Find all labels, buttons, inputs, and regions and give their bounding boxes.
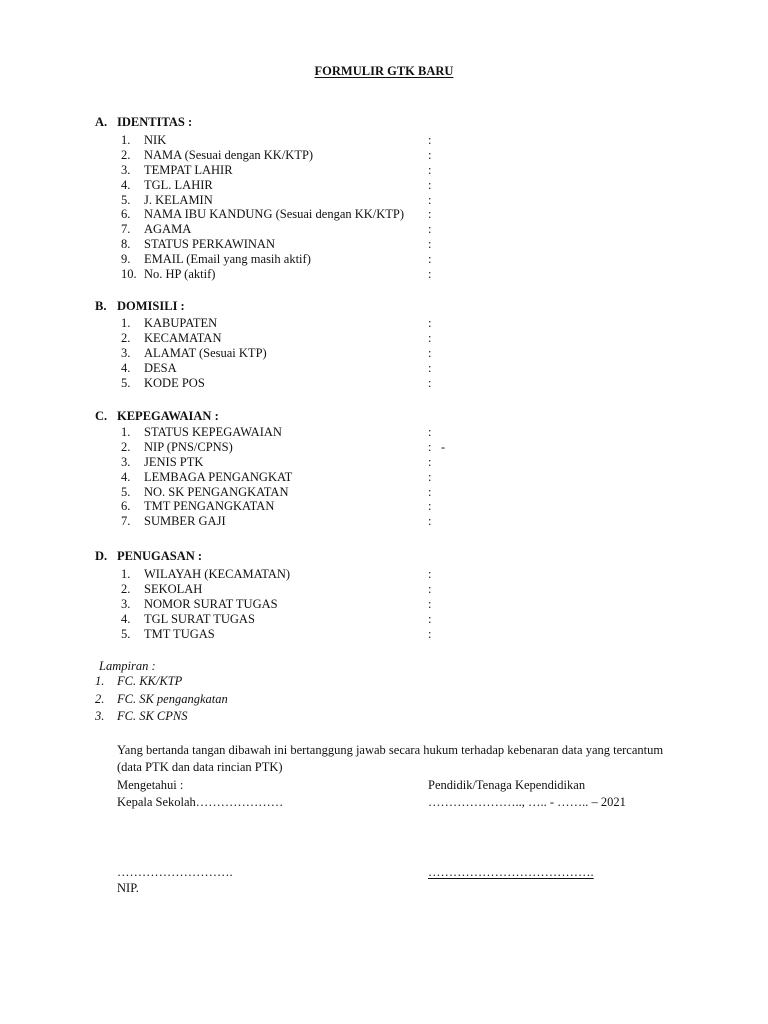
field-jenis-ptk	[0, 455, 768, 470]
field-colon: :	[428, 499, 432, 514]
field-label: JENIS PTK	[144, 454, 204, 469]
field-colon: :	[428, 267, 432, 282]
field-lembaga-pengangkat	[0, 470, 768, 485]
field-nomor-surat-tugas	[0, 597, 768, 612]
field-label: DESA	[144, 360, 177, 375]
field-label: KABUPATEN	[144, 316, 218, 330]
field-colon: :	[428, 611, 432, 626]
section-title: DOMISILI :	[117, 299, 185, 313]
section-title: KEPEGAWAIAN :	[117, 409, 219, 423]
signature-nip-row	[0, 880, 768, 896]
field-colon: :	[428, 162, 432, 177]
attachments-heading: Lampiran :	[99, 659, 156, 673]
field-label: WILAYAH (KECAMATAN)	[144, 567, 291, 581]
field-colon: :	[428, 514, 432, 529]
field-tempat-lahir	[0, 163, 768, 178]
field-alamat	[0, 346, 768, 361]
section-c-items	[0, 425, 768, 529]
section-title: PENUGASAN :	[117, 549, 203, 563]
field-label: ALAMAT (Sesuai KTP)	[144, 345, 267, 360]
item-number: 5.	[121, 192, 131, 207]
field-colon: :	[428, 207, 432, 222]
field-colon: :	[428, 469, 432, 484]
section-a-heading	[0, 115, 768, 130]
field-tmt-tugas	[0, 627, 768, 642]
section-d-heading	[0, 549, 768, 564]
item-number: 7.	[121, 514, 131, 529]
field-label: No. HP (aktif)	[144, 267, 216, 282]
field-kabupaten	[0, 316, 768, 331]
statement-line	[0, 759, 768, 776]
section-letter: D.	[95, 549, 108, 563]
item-number: 5.	[121, 375, 131, 390]
item-number: 4.	[121, 360, 131, 375]
left-signer-nip: NIP.	[117, 881, 139, 895]
section-letter: A.	[95, 115, 108, 129]
left-signature-line: ……………………….	[117, 865, 233, 879]
field-label: NOMOR SURAT TUGAS	[144, 596, 278, 611]
field-colon: :	[428, 581, 432, 596]
field-nip	[0, 440, 768, 455]
item-number: 8.	[121, 237, 131, 252]
field-nik	[0, 133, 768, 148]
field-desa	[0, 361, 768, 376]
field-colon: :	[428, 626, 432, 641]
attachment-item	[0, 673, 768, 691]
statement-text: Yang bertanda tangan dibawah ini bertanggung jawab secara hukum terhadap kebenaran data yang tercantum	[117, 743, 664, 757]
field-label: STATUS PERKAWINAN	[144, 237, 275, 252]
item-number: 5.	[121, 626, 131, 641]
field-tmt-pengangkatan	[0, 499, 768, 514]
item-number: 2.	[121, 147, 131, 162]
field-sumber-gaji	[0, 514, 768, 529]
item-number: 2.	[121, 439, 131, 454]
field-colon: :	[428, 375, 432, 390]
field-nama-ibu-kandung	[0, 207, 768, 222]
attachments-list	[0, 673, 768, 726]
field-no-sk-pengangkatan	[0, 485, 768, 500]
item-number: 3.	[121, 345, 131, 360]
field-tgl-surat-tugas	[0, 612, 768, 627]
item-number: 5.	[121, 484, 131, 499]
left-signer-role: Kepala Sekolah…………………	[117, 795, 284, 810]
field-colon: :	[428, 177, 432, 192]
item-number: 6.	[121, 499, 131, 514]
field-colon: :	[428, 133, 432, 147]
field-label: NAMA (Sesuai dengan KK/KTP)	[144, 147, 314, 162]
item-number: 1.	[95, 674, 105, 688]
field-kecamatan	[0, 331, 768, 346]
field-colon: :	[428, 252, 432, 267]
field-label: TGL. LAHIR	[144, 177, 213, 192]
section-letter: B.	[95, 299, 107, 313]
field-label: J. KELAMIN	[144, 192, 213, 207]
field-nama	[0, 148, 768, 163]
field-label: NIP (PNS/CPNS)	[144, 439, 233, 454]
item-number: 2.	[95, 691, 105, 706]
item-number: 3.	[121, 162, 131, 177]
signer-labels-row	[0, 777, 768, 794]
section-d-items	[0, 567, 768, 641]
field-status-kepegawaian	[0, 425, 768, 440]
signature-name-row	[0, 864, 768, 880]
item-number: 1.	[121, 316, 131, 330]
field-wilayah	[0, 567, 768, 582]
field-label: SEKOLAH	[144, 581, 203, 596]
field-colon: :	[428, 596, 432, 611]
left-signer-label: Mengetahui :	[117, 777, 184, 792]
item-number: 4.	[121, 469, 131, 484]
field-label: TGL SURAT TUGAS	[144, 611, 255, 626]
field-colon: :	[428, 360, 432, 375]
attachment-item	[0, 691, 768, 709]
signature-block	[0, 864, 768, 896]
item-number: 1.	[121, 567, 131, 581]
field-no-hp	[0, 267, 768, 282]
field-label: STATUS KEPEGAWAIAN	[144, 425, 282, 439]
field-kode-pos	[0, 376, 768, 391]
field-label: NO. SK PENGANGKATAN	[144, 484, 289, 499]
attachment-text: FC. SK pengangkatan	[117, 691, 228, 706]
field-colon: :	[428, 484, 432, 499]
field-sekolah	[0, 582, 768, 597]
field-colon: :	[428, 222, 432, 237]
right-signer-label: Pendidik/Tenaga Kependidikan	[428, 777, 586, 792]
item-number: 2.	[121, 581, 131, 596]
item-number: 1.	[121, 425, 131, 439]
field-colon: :	[428, 567, 432, 581]
field-label: SUMBER GAJI	[144, 514, 226, 529]
field-jenis-kelamin	[0, 193, 768, 208]
field-colon: :	[428, 147, 432, 162]
field-colon: :	[428, 192, 432, 207]
field-label: KECAMATAN	[144, 330, 222, 345]
field-colon: :	[428, 316, 432, 330]
field-label: LEMBAGA PENGANGKAT	[144, 469, 293, 484]
field-value: -	[441, 439, 446, 454]
section-title: IDENTITAS :	[117, 115, 193, 129]
signer-roles-row	[0, 794, 768, 811]
section-letter: C.	[95, 409, 108, 423]
field-label: EMAIL (Email yang masih aktif)	[144, 252, 311, 267]
field-label: AGAMA	[144, 222, 192, 237]
item-number: 9.	[121, 252, 131, 267]
field-status-perkawinan	[0, 237, 768, 252]
right-signature-line: ………………………………….	[428, 865, 594, 879]
item-number: 3.	[95, 709, 105, 723]
form-title: FORMULIR GTK BARU	[314, 64, 454, 78]
field-label: TMT TUGAS	[144, 626, 215, 641]
statement-text: (data PTK dan data rincian PTK)	[117, 760, 283, 775]
place-date-line: ………………….., ….. - …….. – 2021	[428, 795, 626, 810]
item-number: 3.	[121, 454, 131, 469]
section-b-items	[0, 316, 768, 390]
item-number: 4.	[121, 611, 131, 626]
field-agama	[0, 222, 768, 237]
item-number: 10.	[121, 267, 137, 282]
field-colon: :	[428, 237, 432, 252]
field-label: NIK	[144, 133, 167, 147]
field-label: NAMA IBU KANDUNG (Sesuai dengan KK/KTP)	[144, 207, 405, 222]
field-colon: :	[428, 439, 432, 454]
item-number: 6.	[121, 207, 131, 222]
attachment-item	[0, 708, 768, 726]
field-label: KODE POS	[144, 375, 205, 390]
item-number: 4.	[121, 177, 131, 192]
item-number: 1.	[121, 133, 131, 147]
section-b-heading	[0, 299, 768, 314]
item-number: 3.	[121, 596, 131, 611]
field-colon: :	[428, 454, 432, 469]
field-tgl-lahir	[0, 178, 768, 193]
item-number: 7.	[121, 222, 131, 237]
attachment-text: FC. SK CPNS	[117, 709, 188, 723]
section-a-items	[0, 133, 768, 282]
attachment-text: FC. KK/KTP	[117, 674, 183, 688]
field-colon: :	[428, 425, 432, 439]
field-colon: :	[428, 345, 432, 360]
field-label: TMT PENGANGKATAN	[144, 499, 275, 514]
field-label: TEMPAT LAHIR	[144, 162, 233, 177]
statement-line	[0, 742, 768, 759]
field-email	[0, 252, 768, 267]
item-number: 2.	[121, 330, 131, 345]
section-c-heading	[0, 409, 768, 424]
field-colon: :	[428, 330, 432, 345]
statement-block	[0, 742, 768, 812]
